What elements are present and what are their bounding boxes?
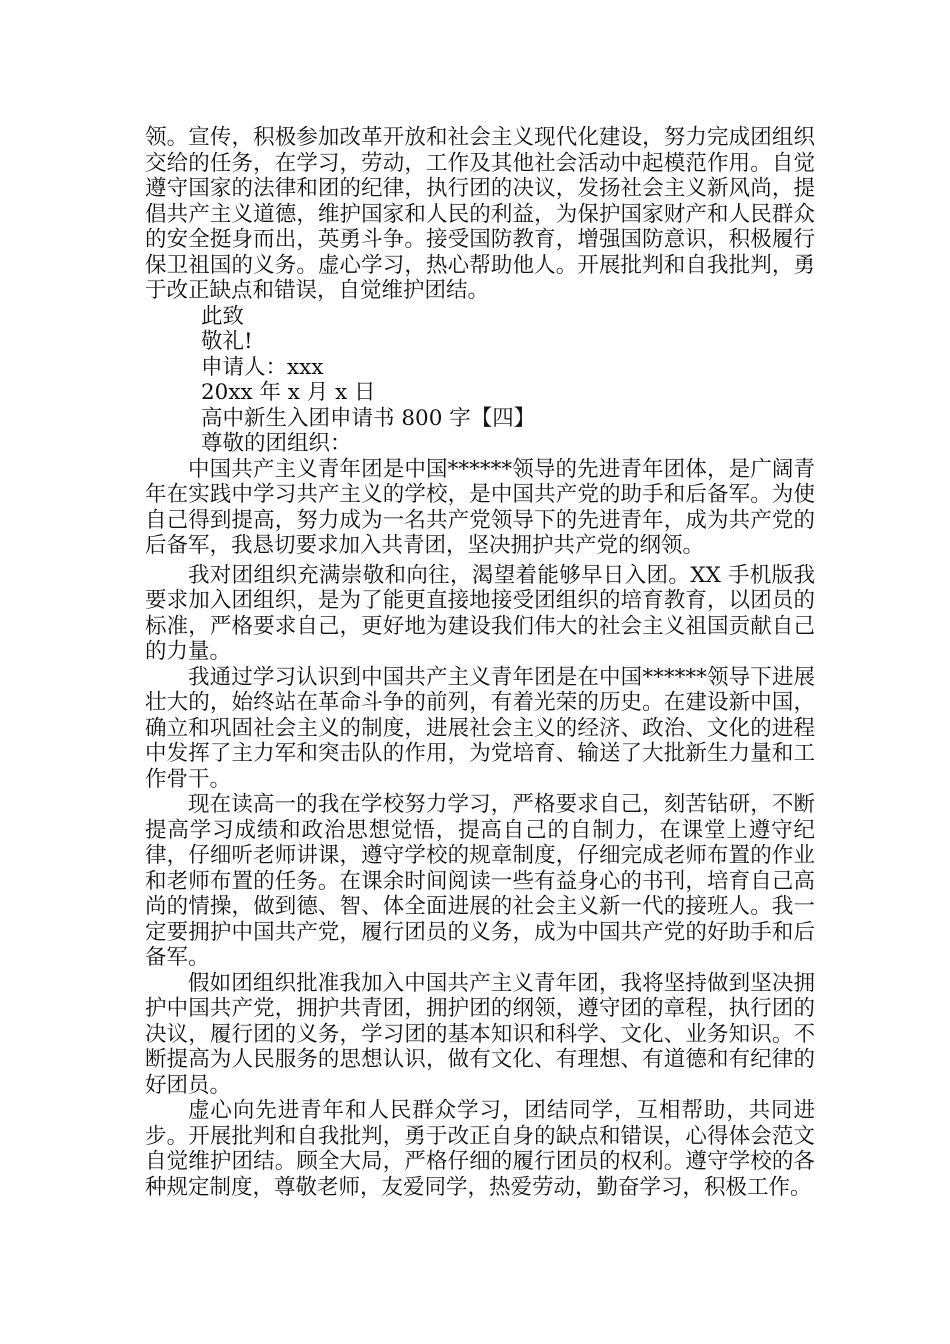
applicant-line: 申请人：xxx xyxy=(201,354,324,380)
body-paragraph: 我对团组织充满崇敬和向往，渴望着能够早日入团。XX 手机版我要求加入团组织，是为了能更直接地接受团组织的培育教育，以团员的标准，严格要求自己，更好地为建设我们伟大的社会主义祖国贡献自己的力量。 xyxy=(145,562,815,664)
body-paragraph: 中国共产主义青年团是中国******领导的先进青年团体，是广阔青年在实践中学习共产主义的学校，是中国共产党的助手和后备军。为使自己得到提高，努力成为一名共产党领导下的先进青年，成为共产党的后备军，我恳切要求加入共青团，坚决拥护共产党的纲领。 xyxy=(145,456,815,558)
body-paragraph: 假如团组织批准我加入中国共产主义青年团，我将坚持做到坚决拥护中国共产党，拥护共青团，拥护团的纲领，遵守团的章程，执行团的决议，履行团的义务，学习团的基本知识和科学、文化、业务知识。不断提高为人民服务的思想认识，做有文化、有理想、有道德和有纪律的好团员。 xyxy=(145,970,815,1098)
body-paragraph: 我通过学习认识到中国共产主义青年团是在中国******领导下进展壮大的，始终站在革命斗争的前列，有着光荣的历史。在建设新中国，确立和巩固社会主义的制度，进展社会主义的经济、政治、文化的进程中发挥了主力军和突击队的作用，为党培育、输送了大批新生力量和工作骨干。 xyxy=(145,664,815,792)
date-line: 20xx 年 x 月 x 日 xyxy=(201,380,376,405)
greeting-line: 尊敬的团组织： xyxy=(201,431,352,456)
closing-line: 此致 xyxy=(201,303,245,329)
section-heading: 高中新生入团申请书 800 字【四】 xyxy=(201,405,536,431)
document-body xyxy=(145,125,815,1200)
paragraph-continued: 领。宣传，积极参加改革开放和社会主义现代化建设，努力完成团组织交给的任务，在学习，劳动，工作及其他社会活动中起模范作用。自觉遵守国家的法律和团的纪律，执行团的决议，发扬社会主义新风尚，提倡共产主义道德，维护国家和人民的利益，为保护国家财产和人民群众的安全挺身而出，英勇斗争。接受国防教育，增强国防意识，积极履行保卫祖国的义务。虚心学习，热心帮助他人。开展批判和自我批判，勇于改正缺点和错误，自觉维护团结。 xyxy=(145,125,815,303)
salutation-line: 敬礼! xyxy=(201,329,253,354)
body-paragraph: 虚心向先进青年和人民群众学习，团结同学，互相帮助，共同进步。开展批判和自我批判，勇于改正自身的缺点和错误，心得体会范文自觉维护团结。顾全大局，严格仔细的履行团员的权利。遵守学校的各种规定制度，尊敬老师，友爱同学，热爱劳动，勤奋学习，积极工作。 xyxy=(145,1098,815,1200)
body-paragraph: 现在读高一的我在学校努力学习，严格要求自己，刻苦钻研，不断提高学习成绩和政治思想觉悟，提高自己的自制力，在课堂上遵守纪律，仔细听老师讲课，遵守学校的规章制度，仔细完成老师布置的作业和老师布置的任务。在课余时间阅读一些有益身心的书刊，培育自己高尚的情操，做到德、智、体全面进展的社会主义新一代的接班人。我一定要拥护中国共产党，履行团员的义务，成为中国共产党的好助手和后备军。 xyxy=(145,792,815,970)
